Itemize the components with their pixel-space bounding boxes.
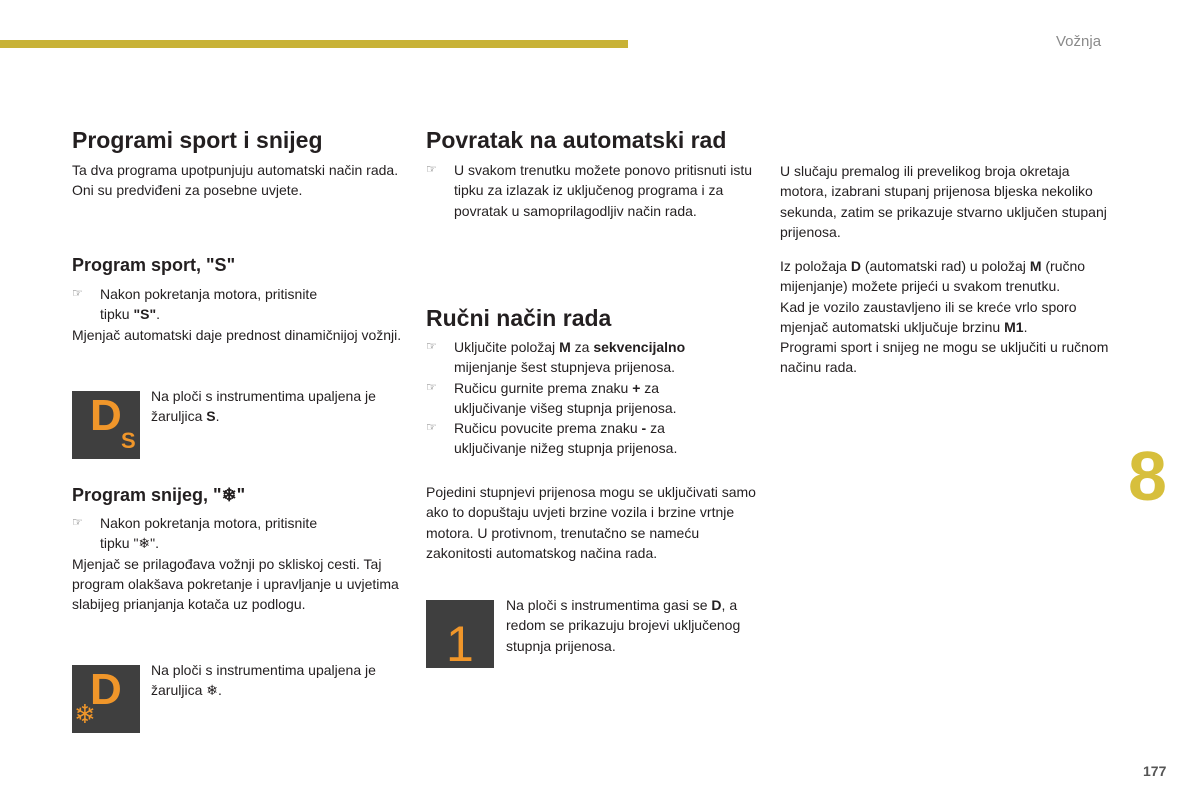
header-accent-bar xyxy=(0,40,628,48)
return-auto-title: Povratak na automatski rad xyxy=(426,127,727,153)
snow-text: Mjenjač se prilagođava vožnji po skliskoj cesti. Taj program olakšava pokretanje i upravljanje u uvjetima slabijeg prianjanja kotača uz podlogu. xyxy=(72,555,399,613)
sport-snow-title: Programi sport i snijeg xyxy=(72,127,323,153)
manual-bullet-1: ☞ Uključite položaj M za sekvencijalno xyxy=(426,337,761,357)
manual-mode-title: Ručni način rada xyxy=(426,305,612,331)
sport-key: "S" xyxy=(133,306,157,323)
manual-bullet-2: ☞ Ručicu gurnite prema znaku + za xyxy=(426,378,761,398)
sport-indicator-icon: D S xyxy=(72,391,140,459)
snow-program-title: Program snijeg, "❄" xyxy=(72,485,246,505)
snow-note: Na ploči s instrumentima upaljena je žaruljica ❄. xyxy=(151,662,376,699)
sport-text: Mjenjač automatski daje prednost dinamičnijoj vožnji. xyxy=(72,326,402,343)
sport-program-title: Program sport, "S" xyxy=(72,255,236,275)
snow-program-body: ☞ Nakon pokretanja motora, pritisnite tipku "❄". Mjenjač se prilagođava vožnji po skliskoj cesti. Taj program olakšava pokretanje i upravljanje u uvjetima slabijeg prianjanja kotača uz podlogu. xyxy=(72,513,407,614)
snow-indicator-icon: D ❄ xyxy=(72,665,140,733)
manual-mode-body: ☞ Uključite položaj M za sekvencijalno mijenjanje šest stupnjeva prijenosa. ☞ Ručicu gurnite prema znaku + za uključivanje višeg stupnja prijenosa. ☞ Ručicu povucite prema znaku - za uključivanje nižeg stupnja prijenosa. xyxy=(426,337,761,459)
return-auto-body xyxy=(426,160,756,221)
manual-bullet-3: ☞ Ručicu povucite prema znaku - za xyxy=(426,418,761,438)
sport-program-body: ☞ Nakon pokretanja motora, pritisnite tipku "S". Mjenjač automatski daje prednost dinamičnijoj vožnji. xyxy=(72,284,407,345)
sport-note: Na ploči s instrumentima upaljena je žaruljica S. xyxy=(151,388,376,425)
gears-paragraph: Pojedini stupnjevi prijenosa mogu se uključivati samo ako to dopuštaju uvjeti brzine vozila i brzine vrtnje motora. U protivnom, trenutačno se nameću zakonitosti automatskog načina rada. xyxy=(426,484,756,561)
sport-snow-intro: Ta dva programa upotpunjuju automatski način rada. Oni su predviđeni za posebne uvjete. xyxy=(72,162,399,199)
right-paragraph-1: U slučaju premalog ili prevelikog broja okretaja motora, izabrani stupanj prijenosa bljeska nekoliko sekunda, zatim se prikazuje stvarno uključen stupanj prijenosa. xyxy=(780,163,1107,240)
chapter-number: 8 xyxy=(1128,437,1167,515)
page-number: 177 xyxy=(1143,763,1167,779)
gear-indicator-icon: 1 xyxy=(426,600,494,668)
section-title: Vožnja xyxy=(1056,33,1102,50)
gear-note: Na ploči s instrumentima gasi se D, a redom se prikazuju brojevi uključenog stupnja prijenosa. xyxy=(506,597,741,654)
right-paragraph-2: Iz položaja D (automatski rad) u položaj M (ručno mijenjanje) možete prijeći u svakom trenutku. Kad je vozilo zaustavljeno ili se kreće vrlo sporo mjenjač automatski uključuje brzinu M1. Programi sport i snijeg ne mogu se uključiti u ručnom načinu rada. xyxy=(780,258,1109,376)
return-bullet: ☞ U svakom trenutku možete ponovo pritisnuti istu tipku za izlazak iz uključenog programa i za povratak u samoprilagodljiv način rada. xyxy=(426,160,756,221)
snow-bullet: ☞ Nakon pokretanja motora, pritisnite xyxy=(72,513,407,533)
sport-bullet: ☞ Nakon pokretanja motora, pritisnite xyxy=(72,284,407,304)
